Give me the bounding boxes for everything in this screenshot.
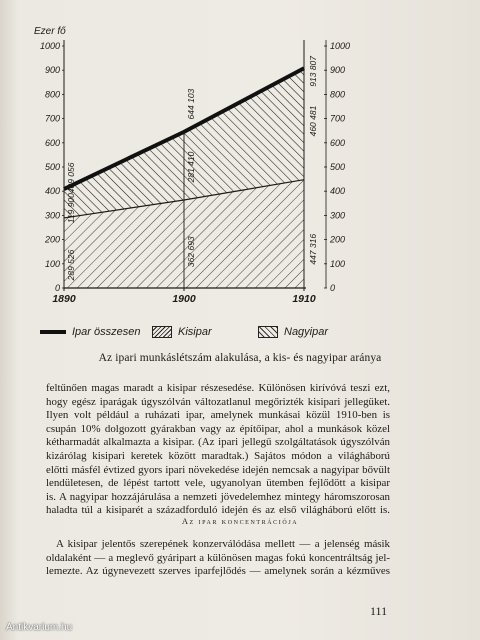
page-number: 111	[370, 604, 388, 618]
legend-label-total: Ipar összesen	[72, 326, 141, 338]
y-left-tick-label: 900	[44, 65, 60, 76]
text-line: A kisipar jelentős szerepének konzerválódása mellett — a jelenség másik	[56, 538, 390, 550]
text-line: feltűnően magas maradt a kisipar részesedése. Különösen kirívóvá teszi ezt,	[46, 382, 390, 394]
y-unit-label: Ezer fő	[34, 26, 66, 37]
y-right-tick-label: 600	[330, 137, 346, 148]
text-line: oldalaként — a meglevő gyáripart a különösen magas fokú koncentráltság jel-	[46, 551, 390, 564]
text-line: lemezte. Az úgynevezett szerves iparfejlődés — amelynek során a kézműves	[46, 565, 390, 578]
y-right-tick-label: 800	[330, 89, 346, 100]
x-tick-label: 1900	[172, 293, 196, 305]
y-right-tick-label: 900	[330, 65, 346, 76]
y-right-tick-label: 0	[330, 283, 336, 293]
text-line: előtti másfél évtized gyors ipari növekedése idején nemcsak a nagyipar bővült	[46, 463, 390, 476]
value-annotation: 644 103	[186, 88, 196, 120]
y-left-tick-label: 0	[54, 283, 60, 293]
value-annotation: 289 526	[66, 249, 76, 281]
y-left-tick-label: 400	[44, 186, 60, 197]
y-right-tick-label: 300	[330, 210, 346, 221]
x-tick-labels	[52, 288, 316, 305]
y-right-tick-label: 1000	[330, 41, 351, 51]
y-left-tick-label: 300	[44, 210, 60, 221]
legend-swatch-total	[40, 330, 66, 334]
y-left-tick-label: 200	[44, 234, 60, 245]
value-annotation: 119 900	[66, 193, 76, 224]
paragraph-1	[46, 382, 390, 518]
text-line: lendületesen, de lépést tartott vele, ugyanolyan ütemben fejlődött a kisipar	[46, 477, 390, 490]
y-right-tick-label: 400	[330, 186, 346, 197]
value-annotation: 460 481	[308, 105, 318, 137]
y-right-tick-label: 100	[330, 258, 346, 269]
value-annotation: 281 410	[186, 151, 196, 183]
y-left-tick-label: 100	[44, 258, 60, 269]
legend-swatch-nagyipar	[258, 326, 278, 338]
y-left-tick-labels	[40, 41, 64, 293]
text-line: haladta túl a kisiparét a századforduló idején és az első világháború előtt is.	[46, 504, 390, 517]
y-right-tick-label: 500	[330, 162, 346, 172]
workforce-area-chart	[28, 20, 358, 320]
legend-swatch-kisipar	[152, 326, 172, 338]
legend-item-kisipar	[152, 326, 212, 338]
y-left-tick-label: 700	[44, 113, 60, 124]
legend-item-nagyipar	[258, 326, 328, 338]
text-line: kétharmadát alkalmazta a kisipar. (Az ipari jellegű szolgáltatások úgyszólván	[46, 436, 390, 449]
figure-caption: Az ipari munkáslétszám alakulása, a kis- és nagyipar aránya	[98, 352, 382, 364]
x-tick-label: 1910	[292, 293, 316, 305]
value-annotation: 409 056	[66, 162, 76, 194]
legend-item-total	[40, 326, 140, 338]
y-right-tick-labels	[324, 40, 350, 293]
legend-label-nagyipar: Nagyipar	[284, 326, 329, 338]
text-line: hogy egész iparágak úgyszólván változatlanul megőrizték kisipari jellegüket.	[46, 395, 390, 408]
legend-label-kisipar: Kisipar	[178, 326, 212, 338]
y-right-tick-label: 200	[330, 234, 346, 245]
x-tick-label: 1890	[52, 293, 76, 305]
text-line: Ilyen volt például a ruházati ipar, amelynek munkásai közül 1910-ben is	[46, 409, 390, 422]
watermark: Antikvarium.hu	[6, 622, 73, 633]
text-line: kizárólag kisipari keretek között maradtak.) Sajátos módon a világháború	[46, 449, 390, 462]
paragraph-2	[46, 538, 390, 579]
text-line: csupán 10% dolgozott gyárakban vagy az építőipar, ahol a munkások közel	[46, 422, 390, 435]
y-left-tick-label: 1000	[39, 41, 60, 51]
y-left-tick-label: 800	[44, 89, 60, 100]
chart-legend	[40, 326, 380, 342]
y-left-tick-label: 600	[44, 137, 60, 148]
text-line: is. A nagyipar hozzájárulása a nemzeti jövedelemhez mintegy háromszorosan	[46, 490, 390, 503]
y-left-tick-label: 500	[44, 162, 60, 172]
value-annotation: 362 693	[186, 236, 196, 268]
value-annotation: 913 807	[308, 56, 318, 87]
y-right-tick-label: 700	[330, 113, 346, 124]
section-heading: Az ipar koncentrációja	[181, 516, 299, 526]
value-annotation: 447 316	[308, 233, 318, 265]
